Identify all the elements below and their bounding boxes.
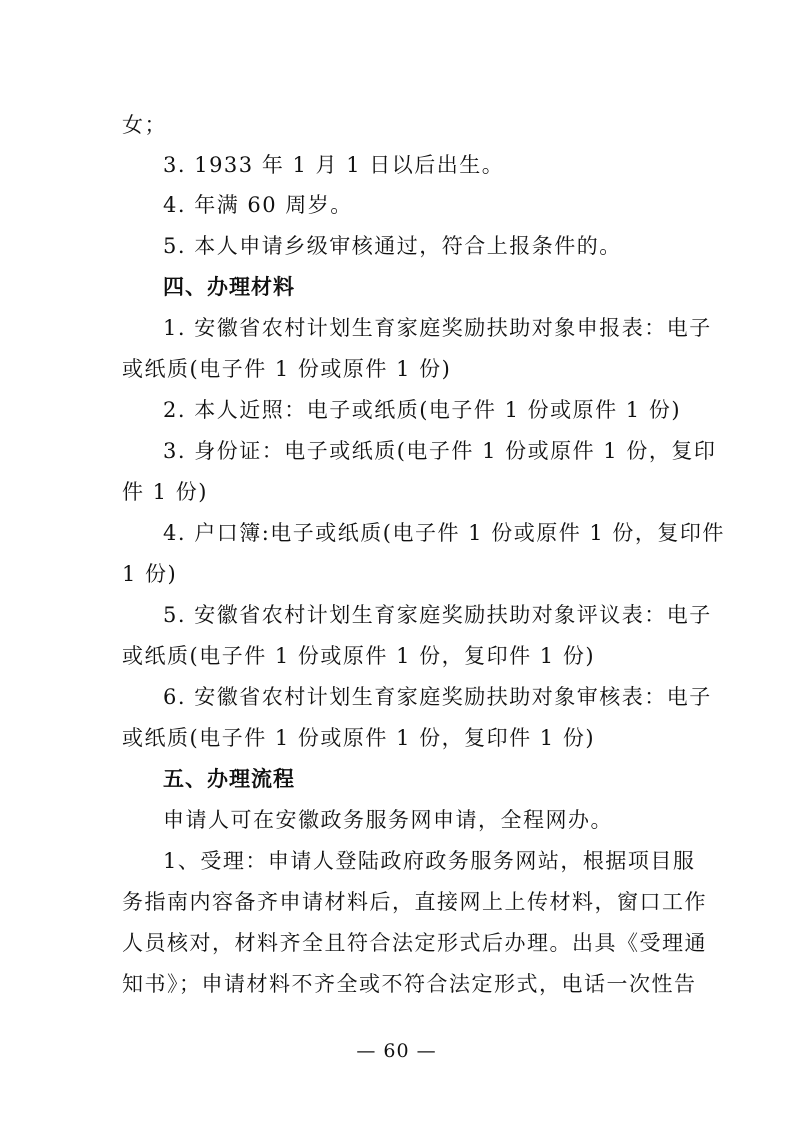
text-line: 3. 身份证：电子或纸质(电子件 1 份或原件 1 份，复印 (163, 439, 717, 463)
text-line: 件 1 份) (122, 480, 208, 504)
text-line: 4. 户口簿:电子或纸质(电子件 1 份或原件 1 份，复印件 (163, 521, 725, 545)
text-line: 6. 安徽省农村计划生育家庭奖励扶助对象审核表：电子 (163, 685, 712, 709)
text-line: 申请人可在安徽政务服务网申请，全程网办。 (163, 808, 613, 832)
text-line: 1 份) (122, 562, 178, 586)
text-line: 5. 安徽省农村计划生育家庭奖励扶助对象评议表：电子 (163, 603, 712, 627)
section-heading: 四、办理材料 (163, 275, 295, 299)
text-line: 1、受理：申请人登陆政府政务服务网站，根据项目服 (163, 849, 696, 873)
page-number: — 60 — (356, 1040, 437, 1062)
text-line: 或纸质(电子件 1 份或原件 1 份，复印件 1 份) (122, 726, 596, 750)
text-line: 3. 1933 年 1 月 1 日以后出生。 (163, 153, 505, 177)
text-line: 或纸质(电子件 1 份或原件 1 份) (122, 357, 452, 381)
text-line: 知书》；申请材料不齐全或不符合法定形式，电话一次性告 (122, 972, 697, 996)
text-line: 女； (122, 113, 167, 137)
text-line: 5. 本人申请乡级审核通过，符合上报条件的。 (163, 234, 622, 258)
text-line: 人员核对，材料齐全且符合法定形式后办理。出具《受理通 (122, 931, 707, 955)
text-line: 或纸质(电子件 1 份或原件 1 份，复印件 1 份) (122, 644, 596, 668)
text-line: 1. 安徽省农村计划生育家庭奖励扶助对象申报表：电子 (163, 316, 712, 340)
section-heading: 五、办理流程 (163, 767, 295, 791)
text-line: 2. 本人近照：电子或纸质(电子件 1 份或原件 1 份) (163, 398, 682, 422)
text-line: 4. 年满 60 周岁。 (163, 193, 353, 217)
text-line: 务指南内容备齐申请材料后，直接网上上传材料，窗口工作 (122, 890, 707, 914)
